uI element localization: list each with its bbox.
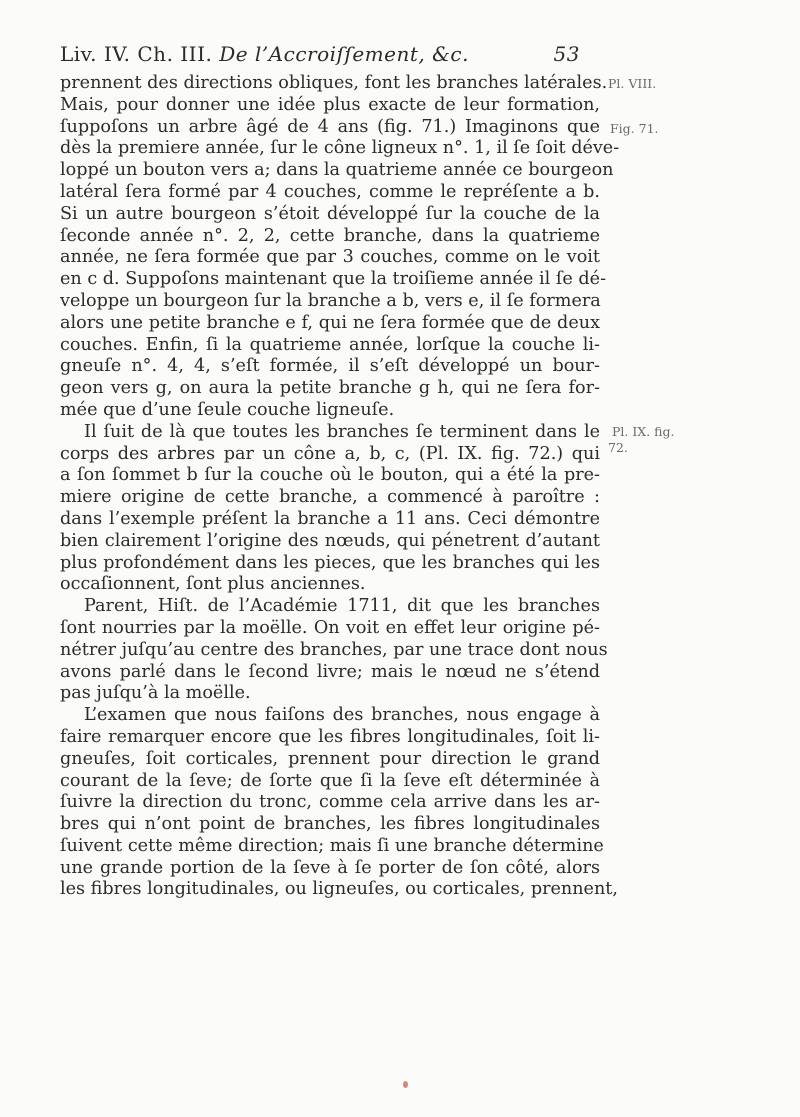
text-line: faire remarquer encore que les fibres longitudinales, ſoit li- (60, 726, 600, 747)
text-line: courant de la ſeve; de ſorte que ſi la ſeve eſt déterminée à (60, 770, 600, 791)
margin-note-plate-viii: Pl. VIII. (608, 76, 657, 91)
text-line: nétrer juſqu’au centre des branches, par une trace dont nous (60, 639, 608, 660)
paragraph-start-line: Il ſuit de là que toutes les branches ſe terminent dans le (84, 421, 600, 442)
text-line: gneuſe n°. 4, 4, s’eſt formée, il s’eſt développé un bour- (60, 356, 600, 377)
paragraph-start-line: Parent, Hiſt. de l’Académie 1711, dit que les branches (84, 596, 600, 617)
text-line: alors une petite branche e f, qui ne ſera formée que de deux (60, 312, 600, 333)
paragraph-start-line: L’examen que nous faiſons des branches, nous engage à (84, 705, 600, 726)
text-line: pas juſqu’à la moëlle. (60, 683, 251, 704)
text-line: corps des arbres par un cône a, b, c, (Pl. IX. fig. 72.) qui (60, 443, 600, 464)
margin-note-plate-ix: Pl. IX. fig. (612, 424, 675, 439)
text-line: ſuivent cette même direction; mais ſi une branche détermine (60, 835, 604, 856)
text-line: miere origine de cette branche, a commencé à paroître : (60, 487, 600, 508)
text-line: avons parlé dans le ſecond livre; mais le nœud ne s’étend (60, 661, 600, 682)
margin-note-fig-72: 72. (608, 440, 628, 455)
page-number: 53 (553, 42, 580, 66)
text-line: ſont nourries par la moëlle. On voit en effet leur origine pé- (60, 617, 600, 638)
text-line: Mais, pour donner une idée plus exacte de leur formation, (60, 94, 600, 115)
text-line: prennent des directions obliques, font les branches latérales. (60, 73, 608, 93)
text-line: ſuivre la direction du tronc, comme cela arrive dans les ar- (60, 792, 600, 813)
text-line: en c d. Suppoſons maintenant que la troiſieme année il ſe dé- (60, 269, 607, 290)
text-line: dès la premiere année, ſur le cône ligneux n°. 1, il ſe ſoit déve- (60, 138, 620, 159)
text-line: les fibres longitudinales, ou ligneuſes, ou corticales, prennent, (60, 879, 618, 900)
text-line: a ſon ſommet b ſur la couche où le bouton, qui a été la pre- (60, 465, 600, 486)
text-line: mée que d’une ſeule couche ligneuſe. (60, 399, 395, 420)
text-line: veloppe un bourgeon ſur la branche a b, vers e, il ſe formera (60, 290, 601, 311)
text-line: geon vers g, on aura la petite branche g h, qui ne ſera for- (60, 378, 600, 399)
text-line: ſeconde année n°. 2, 2, cette branche, dans la quatrieme (60, 225, 600, 246)
text-line: dans l’exemple préſent la branche a 11 ans. Ceci démontre (60, 508, 600, 529)
text-line: latéral ſera formé par 4 couches, comme le repréſente a b. (60, 181, 600, 202)
text-line: occaſionnent, ſont plus anciennes. (60, 574, 366, 595)
running-head-book: Liv. IV. Ch. III. (60, 42, 213, 66)
margin-note-fig-71: Fig. 71. (610, 121, 659, 136)
ink-stain (403, 1081, 408, 1088)
text-line: ſuppoſons un arbre âgé de 4 ans (fig. 71.) Imaginons que (60, 116, 600, 137)
text-line: bien clairement l’origine des nœuds, qui pénetrent d’autant (60, 530, 600, 551)
running-head-title: De l’Accroiſſement, &c. (219, 42, 469, 66)
text-line: bres qui n’ont point de branches, les fibres longitudinales (60, 814, 600, 835)
running-head (60, 42, 580, 66)
text-line: Si un autre bourgeon s’étoit développé ſur la couche de la (60, 203, 600, 224)
text-line: couches. Enfin, ſi la quatrieme année, lorſque la couche li- (60, 334, 600, 355)
text-line: gneuſes, ſoit corticales, prennent pour direction le grand (60, 748, 600, 769)
text-line: année, ne ſera formée que par 3 couches, comme on le voit (60, 247, 600, 268)
text-line: loppé un bouton vers a; dans la quatrieme année ce bourgeon (60, 160, 614, 181)
body-text (60, 73, 620, 901)
text-line: plus profondément dans les pieces, que les branches qui les (60, 552, 600, 573)
text-line: une grande portion de la ſeve à ſe porter de ſon côté, alors (60, 857, 600, 878)
